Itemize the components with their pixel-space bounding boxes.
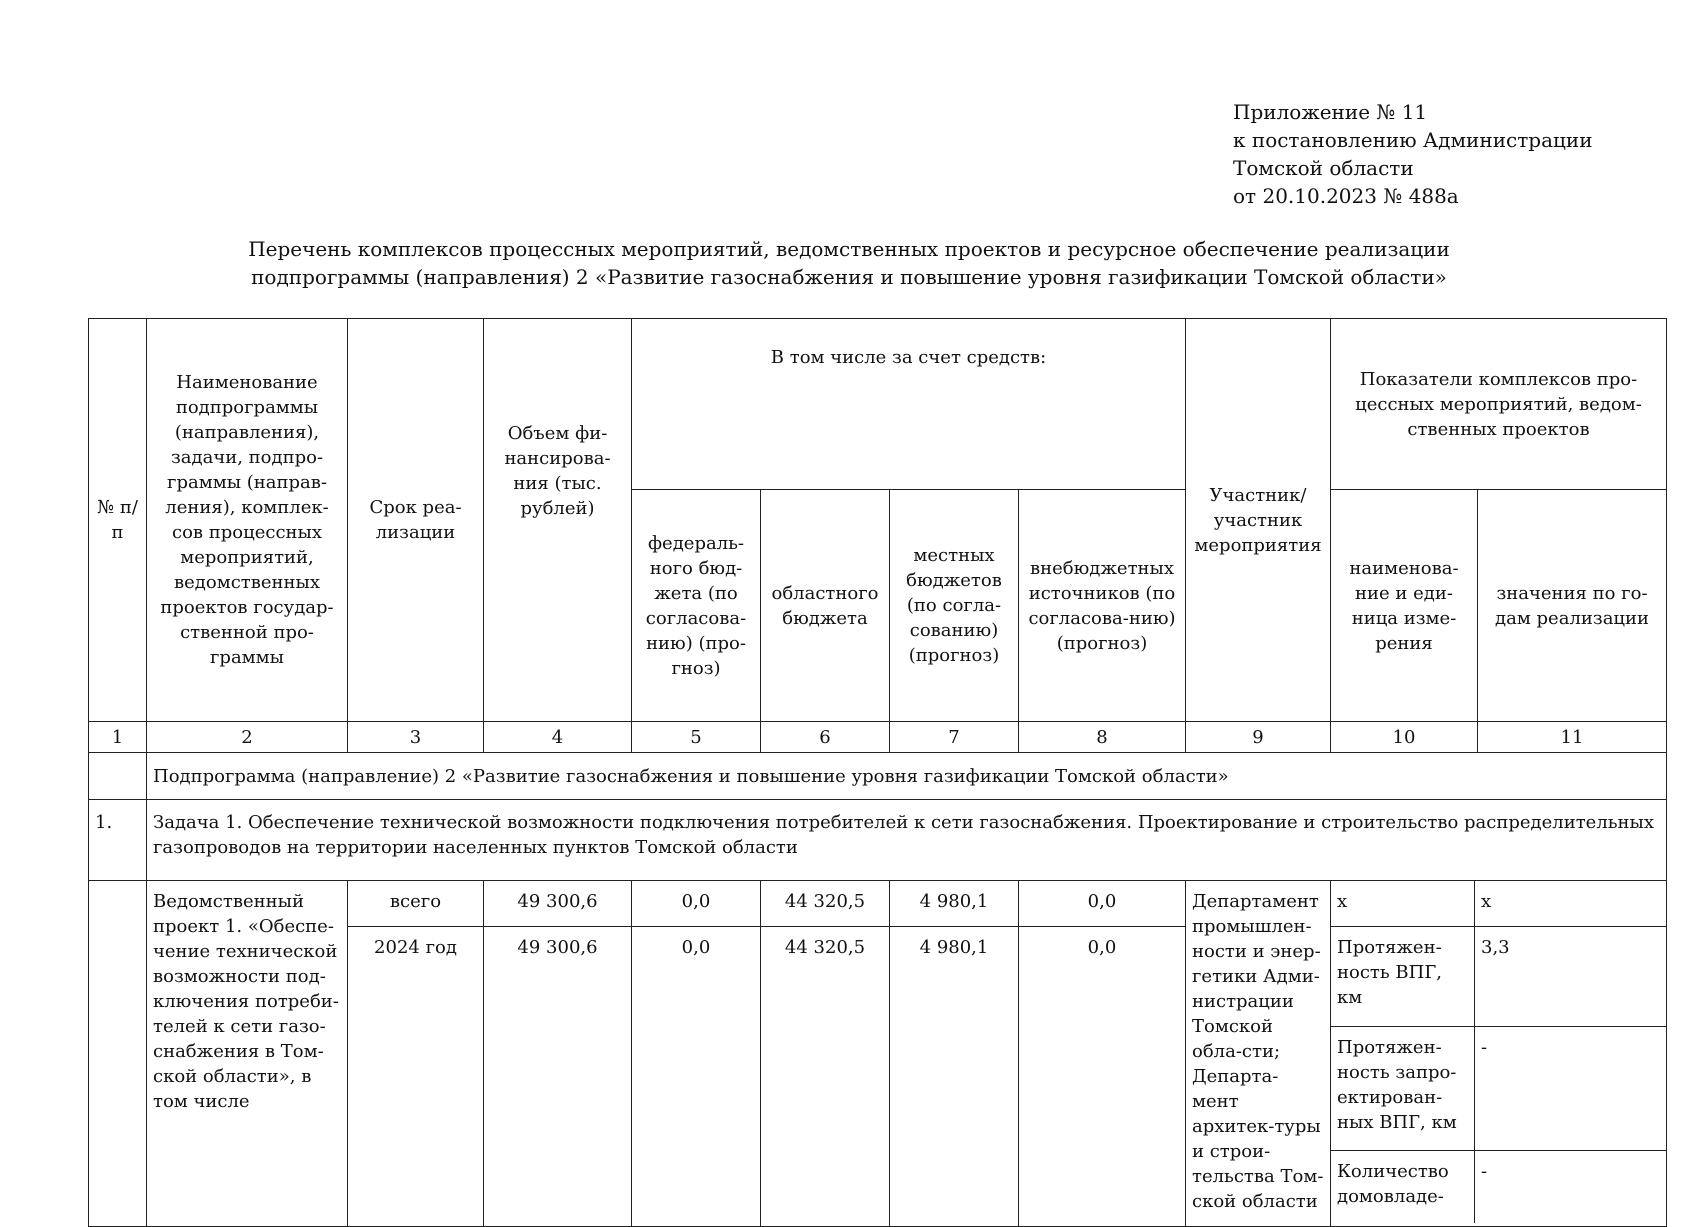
col-number: 1 bbox=[89, 722, 147, 753]
col-number: 7 bbox=[890, 722, 1019, 753]
col-number: 2 bbox=[147, 722, 348, 753]
regional-total: 44 320,5 bbox=[761, 881, 889, 927]
extra-total: 0,0 bbox=[1019, 881, 1185, 927]
header-including: В том числе за счет средств: bbox=[632, 319, 1186, 490]
indicator-row bbox=[1331, 927, 1666, 1027]
header-name: Наименование подпрограммы (направления), задачи, подпро-граммы (направ-ления), комплек-сов процессных мероприятий, ведомственных проектов государ-ственной про-граммы bbox=[147, 319, 348, 722]
term-total: всего bbox=[348, 881, 483, 927]
header-term: Срок реа-лизации bbox=[348, 319, 484, 722]
col-number: 11 bbox=[1478, 722, 1667, 753]
subprogram-num-cell bbox=[89, 753, 147, 800]
column-numbers-row bbox=[89, 722, 1667, 753]
volume-2024: 49 300,6 bbox=[517, 937, 598, 958]
appendix-line-4: от 20.10.2023 № 488а bbox=[1233, 184, 1459, 208]
header-local: местных бюджетов (по согла-сованию) (прогноз) bbox=[890, 490, 1019, 722]
header-extra: внебюджетных источников (по согласова-нию) (прогноз) bbox=[1019, 490, 1186, 722]
project-row bbox=[89, 881, 1667, 1227]
indicator-list bbox=[1331, 881, 1666, 1223]
document-title bbox=[0, 235, 1698, 291]
appendix-line-1: Приложение № 11 bbox=[1233, 100, 1428, 124]
appendix-line-3: Томской области bbox=[1233, 156, 1414, 180]
title-line-1: Перечень комплексов процессных мероприятий, ведомственных проектов и ресурсное обеспечение реализации bbox=[248, 237, 1450, 261]
federal-2024: 0,0 bbox=[681, 937, 711, 958]
title-line-2: подпрограммы (направления) 2 «Развитие газоснабжения и повышение уровня газификации Томской области» bbox=[251, 265, 1447, 289]
appendix-block bbox=[1233, 98, 1593, 210]
local-total: 4 980,1 bbox=[890, 881, 1018, 927]
appendix-line-2: к постановлению Администрации bbox=[1233, 128, 1593, 152]
indicator-name: Протяжен-ность запро-ектирован-ных ВПГ, км bbox=[1331, 1027, 1475, 1150]
header-ind-values: значения по го-дам реализации bbox=[1478, 490, 1667, 722]
indicator-value: - bbox=[1481, 1161, 1488, 1182]
subprogram-title: Подпрограмма (направление) 2 «Развитие газоснабжения и повышение уровня газификации Томской области» bbox=[147, 753, 1667, 800]
project-indicators-cell bbox=[1331, 881, 1667, 1227]
project-name-cell bbox=[147, 881, 348, 1227]
project-participant: Департамент промышлен-ности и энер-гетики Адми-нистрации Томской обла-сти; Департа-мент архитек-туры и строи-тельства Том-ской области bbox=[1192, 891, 1324, 1212]
project-regional-cell bbox=[761, 881, 890, 1227]
project-local-cell bbox=[890, 881, 1019, 1227]
indicator-name: Количество домовладе- bbox=[1331, 1151, 1475, 1223]
project-term-cell bbox=[348, 881, 484, 1227]
col-number: 8 bbox=[1019, 722, 1186, 753]
col-number: 4 bbox=[484, 722, 632, 753]
regional-2024: 44 320,5 bbox=[784, 937, 866, 958]
col-number: 3 bbox=[348, 722, 484, 753]
term-2024: 2024 год bbox=[374, 937, 457, 958]
task-row bbox=[89, 800, 1667, 881]
header-regional: областного бюджета bbox=[761, 490, 890, 722]
task-text: Задача 1. Обеспечение технической возможности подключения потребителей к сети газоснабжения. Проектирование и строительство распределительных газопроводов на территории населенных пунктов Томской области bbox=[147, 800, 1667, 881]
indicator-row bbox=[1331, 1027, 1666, 1151]
header-federal: федераль-ного бюд-жета (по согласова-нию) (про-гноз) bbox=[632, 490, 761, 722]
indicator-value: 3,3 bbox=[1481, 937, 1510, 958]
indicator-value: х bbox=[1481, 891, 1492, 912]
federal-total: 0,0 bbox=[632, 881, 760, 927]
header-num: № п/п bbox=[89, 319, 147, 722]
indicator-value: - bbox=[1481, 1037, 1488, 1058]
col-number: 9 bbox=[1186, 722, 1331, 753]
program-table bbox=[88, 318, 1667, 1227]
indicator-row bbox=[1331, 881, 1666, 927]
volume-total: 49 300,6 bbox=[484, 881, 631, 927]
indicator-name: Протяжен-ность ВПГ, км bbox=[1331, 927, 1475, 1026]
project-extra-cell bbox=[1019, 881, 1186, 1227]
project-participant-cell bbox=[1186, 881, 1331, 1227]
col-number: 10 bbox=[1331, 722, 1478, 753]
extra-2024: 0,0 bbox=[1087, 937, 1117, 958]
col-number: 5 bbox=[632, 722, 761, 753]
header-volume: Объем фи-нансирова-ния (тыс. рублей) bbox=[484, 319, 632, 722]
header-indicators: Показатели комплексов про-цессных мероприятий, ведом-ственных проектов bbox=[1331, 319, 1667, 490]
indicator-name: х bbox=[1331, 881, 1475, 926]
header-ind-name: наименова-ние и еди-ница изме-рения bbox=[1331, 490, 1478, 722]
project-name: Ведомственный проект 1. «Обеспе-чение технической возможности под-ключения потреби-телей к сети газо-снабжения в Том-ской области», в том числе bbox=[153, 891, 339, 1112]
subprogram-row bbox=[89, 753, 1667, 800]
header-participant: Участник/ участник мероприятия bbox=[1186, 319, 1331, 722]
project-num-cell bbox=[89, 881, 147, 1227]
col-number: 6 bbox=[761, 722, 890, 753]
task-num: 1. bbox=[89, 800, 147, 881]
indicator-row bbox=[1331, 1151, 1666, 1223]
project-federal-cell bbox=[632, 881, 761, 1227]
local-2024: 4 980,1 bbox=[919, 937, 989, 958]
project-volume-cell bbox=[484, 881, 632, 1227]
